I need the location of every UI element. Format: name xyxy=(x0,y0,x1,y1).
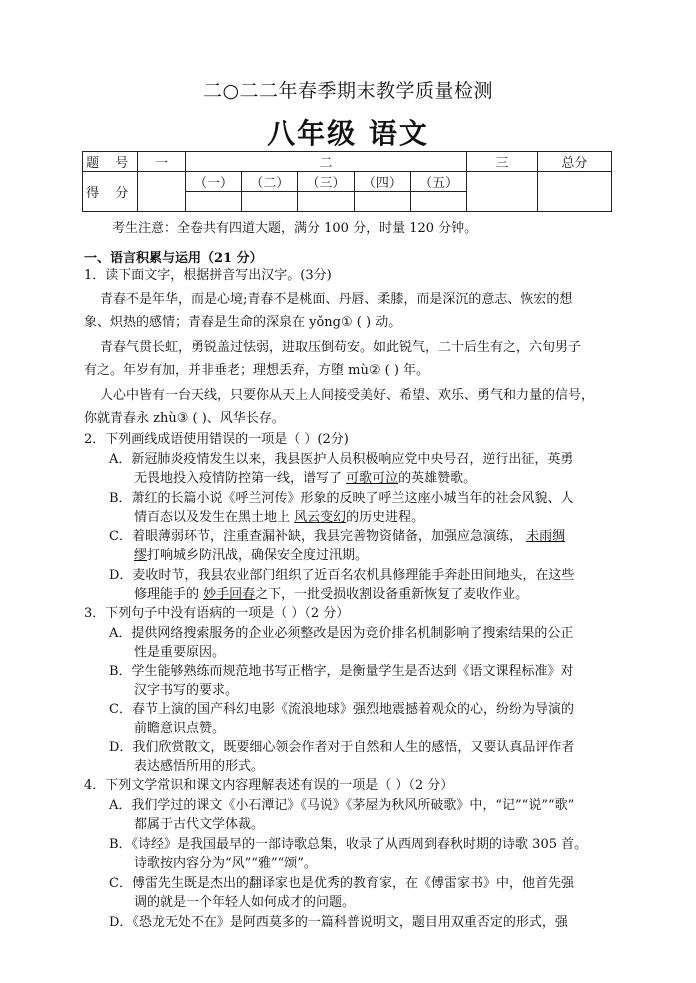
q2-stem: 2．下列画线成语使用错误的一项是（ ）(2分) xyxy=(84,432,349,447)
col-part-2: 二 xyxy=(185,152,466,172)
q3-option-a-line2: 性是重要原因。 xyxy=(134,645,226,660)
q2-d-text: 修理能手的 xyxy=(134,587,204,602)
q4-option-c-line1: C．傅雷先生既是杰出的翻译家也是优秀的教育家，在《傅雷家书》中，他首先强 xyxy=(109,876,574,891)
col-part-1: 一 xyxy=(138,152,185,172)
sub-col-2: （二） xyxy=(242,172,298,192)
sub-col-3: （三） xyxy=(298,172,354,192)
q2-c-idiom-end: 缪 xyxy=(134,548,148,563)
q4-option-a-line1: A．我们学过的课文《小石潭记》《马说》《茅屋为秋风所破歌》中，“记”“说”“歌” xyxy=(109,798,575,813)
q2-d-idiom: 妙手回春 xyxy=(203,587,256,602)
q2-c-text: C．着眼薄弱环节，注重查漏补缺，我县完善物资储备，加强应急演练， xyxy=(109,529,527,544)
q2-a-idiom: 可歌可泣 xyxy=(346,471,399,486)
score-cell-2-4[interactable] xyxy=(354,192,410,212)
q2-c-idiom: 未雨绸 xyxy=(526,529,566,544)
score-table-sub-row xyxy=(83,172,612,192)
score-cell-3[interactable] xyxy=(467,172,537,212)
q1-p3-line1: 人心中皆有一台天线，只要你从天上人间接受美好、希望、欢乐、勇气和力量的信号， xyxy=(100,388,595,403)
q2-option-b-line2 xyxy=(134,508,614,527)
q2-b-text: 情百态以及发生在黑土地上 xyxy=(134,510,295,525)
q3-option-d-line2: 表达感悟所用的形式。 xyxy=(134,759,265,774)
q3-option-c-line1: C．春节上演的国产科幻电影《流浪地球》强烈地震撼着观众的心，纷纷为导演的 xyxy=(109,702,574,717)
row-label-score: 得 分 xyxy=(83,172,138,212)
score-cell-2-5[interactable] xyxy=(410,192,466,212)
q1-p2-line2: 有之。年岁有加，并非垂老；理想丢弃，方堕 mù② ( ) 年。 xyxy=(84,363,430,378)
score-table-header-row xyxy=(83,152,612,172)
section-heading: 一、语言积累与运用（21 分） xyxy=(84,251,263,266)
q1-p3-line2: 你就青春永 zhù③ ( )、风华长存。 xyxy=(84,411,285,426)
q2-option-d-line2 xyxy=(134,585,614,604)
q4-option-c-line2: 调的就是一个年轻人如何成才的问题。 xyxy=(134,895,356,910)
q2-option-b-line1: B．萧红的长篇小说《呼兰河传》形象的反映了呼兰这座小城当年的社会风貌、人 xyxy=(109,491,574,506)
exam-title: 二○二二年春季期末教学质量检测 xyxy=(202,80,494,102)
q2-c-text-end: 打响城乡防汛战，确保安全度过汛期。 xyxy=(147,548,369,563)
q2-a-text: 无畏地投入疫情防控第一线，谱写了 xyxy=(134,471,347,486)
q2-a-text-end: 的英雄赞歌。 xyxy=(398,471,477,486)
q4-stem: 4．下列文学常识和课文内容理解表述有误的一项是（ ）（2 分） xyxy=(84,778,454,793)
score-cell-total[interactable] xyxy=(537,172,611,212)
q4-option-d-line1: D．《恐龙无处不在》是阿西莫多的一篇科普说明文，题目用双重否定的形式，强 xyxy=(109,915,568,930)
q2-option-c-line1 xyxy=(109,527,614,546)
q1-p1-line2: 象、炽热的感情；青春是生命的深泉在 yǒng① ( ) 动。 xyxy=(84,315,402,330)
score-cell-2-1[interactable] xyxy=(185,192,241,212)
q2-b-idiom: 风云变幻 xyxy=(294,510,347,525)
q2-option-c-line2 xyxy=(134,546,614,565)
q4-option-a-line2: 都属于古代文学体裁。 xyxy=(134,817,265,832)
q1-p2-line1: 青春气贯长虹，勇锐盖过怯弱，进取压倒苟安。如此锐气，二十后生有之，六旬男子 xyxy=(100,340,582,355)
sub-col-4: （四） xyxy=(354,172,410,192)
q1-p1-line1: 青春不是年华，而是心境;青春不是桃面、丹唇、柔膝，而是深沉的意志、恢宏的想 xyxy=(100,292,573,307)
q2-option-d-line1: D．麦收时节，我县农业部门组织了近百名农机具修理能手奔赴田间地头，在这些 xyxy=(109,568,575,583)
q3-option-c-line2: 前瞻意识点赞。 xyxy=(134,721,226,736)
sub-col-1: （一） xyxy=(185,172,241,192)
score-cell-2-3[interactable] xyxy=(298,192,354,212)
q3-option-b-line2: 汉字书写的要求。 xyxy=(134,683,239,698)
score-cell-2-2[interactable] xyxy=(242,192,298,212)
q3-option-a-line1: A．提供网络搜索服务的企业必须整改是因为竞价排名机制影响了搜索结果的公正 xyxy=(109,626,574,641)
q2-option-a-line1: A．新冠肺炎疫情发生以来，我县医护人员积极响应党中央号召，逆行出征，英勇 xyxy=(109,452,574,467)
q2-b-text-end: 的历史进程。 xyxy=(346,510,425,525)
q2-d-text-end: 之下，一批受损收割设备重新恢复了麦收作业。 xyxy=(255,587,529,602)
row-label-question: 题 号 xyxy=(83,152,138,172)
q3-option-d-line1: D．我们欣赏散文，既要细心领会作者对于自然和人生的感悟，又要认真品评作者 xyxy=(109,740,575,755)
score-table xyxy=(82,151,612,212)
col-total: 总分 xyxy=(537,152,611,172)
col-part-3: 三 xyxy=(467,152,537,172)
q4-option-b-line1: B．《诗经》是我国最早的一部诗歌总集，收录了从西周到春秋时期的诗歌 305 首。 xyxy=(109,837,588,852)
q4-option-b-line2: 诗歌按内容分为“风”“雅”“颂”。 xyxy=(134,856,317,871)
q1-stem: 1．读下面文字，根据拼音写出汉字。(3分) xyxy=(84,268,332,283)
q2-option-a-line2 xyxy=(134,469,614,488)
score-cell-1[interactable] xyxy=(138,172,185,212)
subject-title: 八年级 语文 xyxy=(267,117,429,150)
sub-col-5: （五） xyxy=(410,172,466,192)
q3-option-b-line1: B．学生能够熟练而规范地书写正楷字，是衡量学生是否达到《语文课程标准》对 xyxy=(109,664,574,679)
q3-stem: 3．下列句子中没有语病的一项是（ ）（2 分） xyxy=(84,606,350,621)
exam-notice: 考生注意：全卷共有四道大题，满分 100 分，时量 120 分钟。 xyxy=(112,221,478,236)
